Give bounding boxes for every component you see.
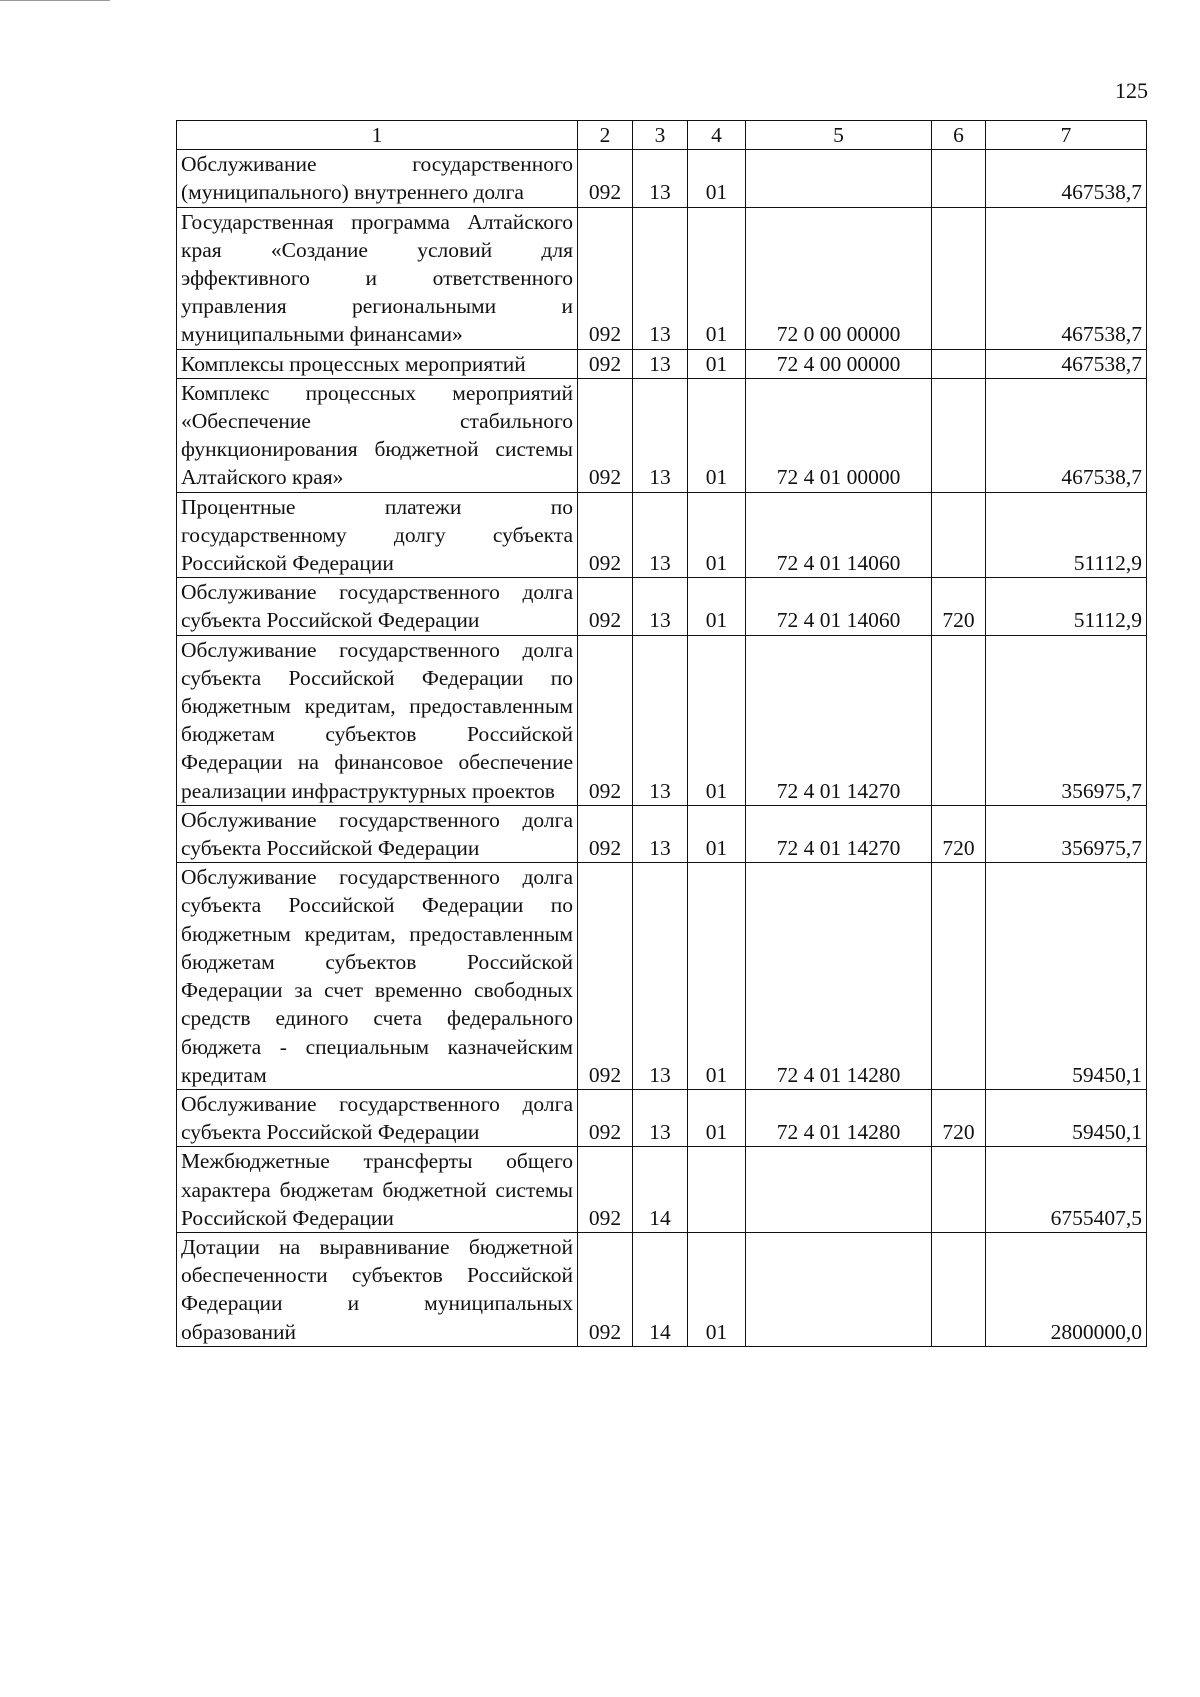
expense-type-code: 720 — [932, 578, 986, 635]
row-name: Обслуживание государственного (муниципального) внутреннего долга — [177, 150, 578, 207]
column-header: 4 — [688, 121, 746, 150]
expense-type-code: 720 — [932, 1089, 986, 1146]
ministry-code: 092 — [578, 207, 633, 349]
table-row — [177, 378, 1147, 492]
amount: 467538,7 — [986, 207, 1147, 349]
table-row — [177, 1089, 1147, 1146]
section-code: 13 — [633, 1089, 688, 1146]
subsection-code: 01 — [688, 150, 746, 207]
table-row — [177, 805, 1147, 862]
section-code: 13 — [633, 635, 688, 805]
table-row — [177, 492, 1147, 578]
amount: 51112,9 — [986, 492, 1147, 578]
amount: 467538,7 — [986, 349, 1147, 378]
target-article-code — [746, 1232, 932, 1346]
ministry-code: 092 — [578, 349, 633, 378]
section-code: 13 — [633, 578, 688, 635]
target-article-code — [746, 150, 932, 207]
section-code: 14 — [633, 1147, 688, 1233]
table-row — [177, 1147, 1147, 1233]
corner-rule — [0, 0, 110, 1]
section-code: 13 — [633, 863, 688, 1090]
section-code: 13 — [633, 378, 688, 492]
target-article-code: 72 4 01 14270 — [746, 805, 932, 862]
amount: 356975,7 — [986, 805, 1147, 862]
ministry-code: 092 — [578, 1147, 633, 1233]
section-code: 13 — [633, 207, 688, 349]
column-header: 6 — [932, 121, 986, 150]
row-name: Комплекс процессных мероприятий «Обеспечение стабильного функционирования бюджетной системы Алтайского края» — [177, 378, 578, 492]
expense-type-code — [932, 349, 986, 378]
amount: 467538,7 — [986, 150, 1147, 207]
table-row — [177, 207, 1147, 349]
expense-type-code — [932, 863, 986, 1090]
row-name: Государственная программа Алтайского края «Создание условий для эффективного и ответственного управления региональными и муниципальными финансами» — [177, 207, 578, 349]
expense-type-code — [932, 635, 986, 805]
row-name: Обслуживание государственного долга субъекта Российской Федерации — [177, 805, 578, 862]
ministry-code: 092 — [578, 150, 633, 207]
column-header: 7 — [986, 121, 1147, 150]
header-row — [177, 121, 1147, 150]
subsection-code: 01 — [688, 1089, 746, 1146]
table-row — [177, 635, 1147, 805]
column-header: 5 — [746, 121, 932, 150]
page-number: 125 — [1115, 78, 1148, 103]
target-article-code: 72 4 00 00000 — [746, 349, 932, 378]
row-name: Комплексы процессных мероприятий — [177, 349, 578, 378]
column-header: 3 — [633, 121, 688, 150]
target-article-code: 72 4 01 00000 — [746, 378, 932, 492]
table-body — [177, 150, 1147, 1347]
row-name: Обслуживание государственного долга субъекта Российской Федерации — [177, 578, 578, 635]
table-row — [177, 1232, 1147, 1346]
subsection-code: 01 — [688, 863, 746, 1090]
amount: 2800000,0 — [986, 1232, 1147, 1346]
target-article-code: 72 4 01 14060 — [746, 578, 932, 635]
budget-table — [176, 120, 1147, 1347]
expense-type-code: 720 — [932, 805, 986, 862]
target-article-code — [746, 1147, 932, 1233]
expense-type-code — [932, 492, 986, 578]
expense-type-code — [932, 1232, 986, 1346]
expense-type-code — [932, 378, 986, 492]
expense-type-code — [932, 150, 986, 207]
subsection-code — [688, 1147, 746, 1233]
ministry-code: 092 — [578, 1232, 633, 1346]
row-name: Обслуживание государственного долга субъекта Российской Федерации по бюджетным кредитам, предоставленным бюджетам субъектов Российской Федерации на финансовое обеспечение реализации инфраструктурных проектов — [177, 635, 578, 805]
row-name: Дотации на выравнивание бюджетной обеспеченности субъектов Российской Федерации и муниципальных образований — [177, 1232, 578, 1346]
ministry-code: 092 — [578, 578, 633, 635]
amount: 356975,7 — [986, 635, 1147, 805]
ministry-code: 092 — [578, 805, 633, 862]
table-row — [177, 349, 1147, 378]
ministry-code: 092 — [578, 863, 633, 1090]
row-name: Обслуживание государственного долга субъекта Российской Федерации — [177, 1089, 578, 1146]
ministry-code: 092 — [578, 1089, 633, 1146]
subsection-code: 01 — [688, 805, 746, 862]
subsection-code: 01 — [688, 492, 746, 578]
amount: 51112,9 — [986, 578, 1147, 635]
section-code: 13 — [633, 805, 688, 862]
row-name: Обслуживание государственного долга субъекта Российской Федерации по бюджетным кредитам, предоставленным бюджетам субъектов Российской Федерации за счет временно свободных средств единого счета федерального бюджета - специальным казначейским кредитам — [177, 863, 578, 1090]
subsection-code: 01 — [688, 378, 746, 492]
subsection-code: 01 — [688, 207, 746, 349]
row-name: Межбюджетные трансферты общего характера бюджетам бюджетной системы Российской Федерации — [177, 1147, 578, 1233]
subsection-code: 01 — [688, 578, 746, 635]
table-row — [177, 578, 1147, 635]
subsection-code: 01 — [688, 1232, 746, 1346]
column-header: 2 — [578, 121, 633, 150]
amount: 467538,7 — [986, 378, 1147, 492]
table-row — [177, 150, 1147, 207]
amount: 59450,1 — [986, 863, 1147, 1090]
target-article-code: 72 4 01 14270 — [746, 635, 932, 805]
expense-type-code — [932, 1147, 986, 1233]
amount: 59450,1 — [986, 1089, 1147, 1146]
ministry-code: 092 — [578, 378, 633, 492]
ministry-code: 092 — [578, 492, 633, 578]
section-code: 13 — [633, 150, 688, 207]
ministry-code: 092 — [578, 635, 633, 805]
amount: 6755407,5 — [986, 1147, 1147, 1233]
target-article-code: 72 4 01 14280 — [746, 1089, 932, 1146]
subsection-code: 01 — [688, 635, 746, 805]
column-header: 1 — [177, 121, 578, 150]
section-code: 13 — [633, 492, 688, 578]
target-article-code: 72 4 01 14060 — [746, 492, 932, 578]
table-row — [177, 863, 1147, 1090]
section-code: 14 — [633, 1232, 688, 1346]
expense-type-code — [932, 207, 986, 349]
row-name: Процентные платежи по государственному долгу субъекта Российской Федерации — [177, 492, 578, 578]
subsection-code: 01 — [688, 349, 746, 378]
target-article-code: 72 0 00 00000 — [746, 207, 932, 349]
section-code: 13 — [633, 349, 688, 378]
target-article-code: 72 4 01 14280 — [746, 863, 932, 1090]
